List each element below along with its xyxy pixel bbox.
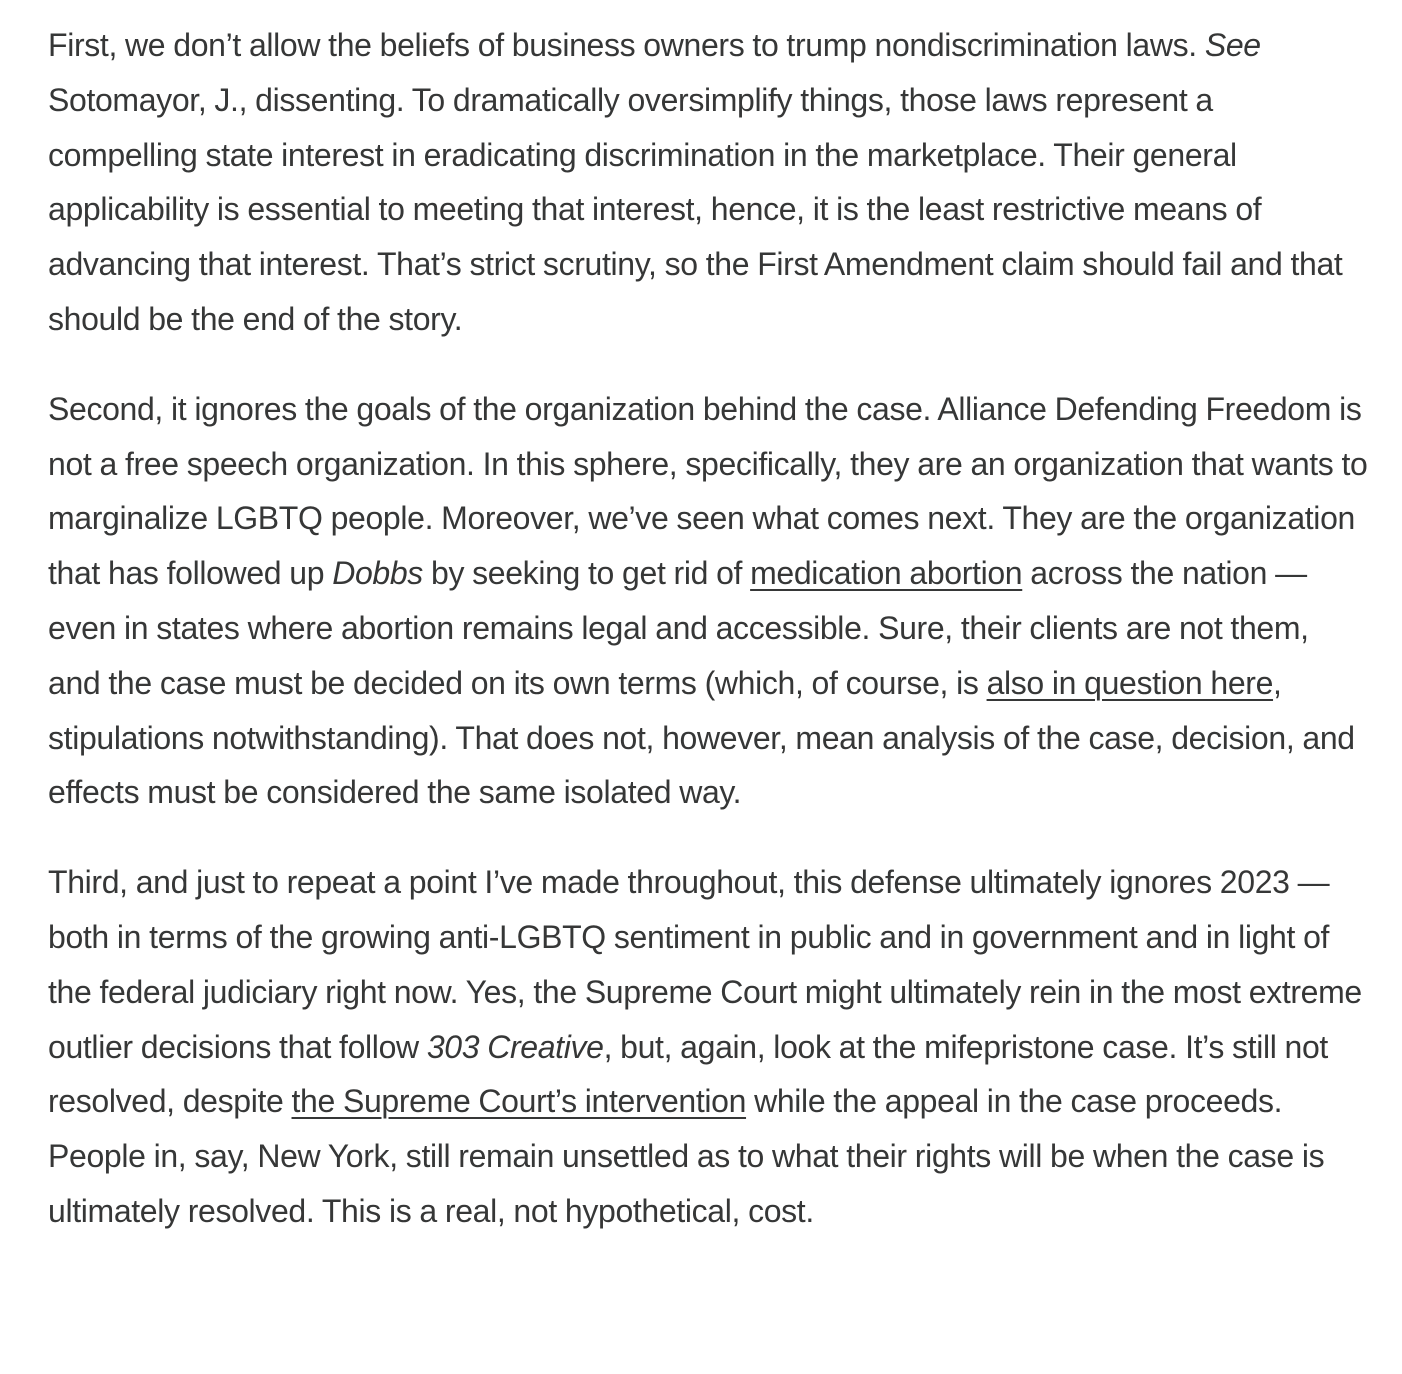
italic-see: See bbox=[1204, 27, 1261, 63]
link-supreme-court-intervention[interactable]: the Supreme Court’s intervention bbox=[291, 1083, 747, 1120]
paragraph-second-point bbox=[48, 382, 1368, 820]
text-run: by seeking to get rid of bbox=[422, 555, 751, 592]
link-also-in-question-here[interactable]: also in question here bbox=[986, 664, 1274, 701]
text-run: First, we don’t allow the beliefs of business owners to trump nondiscrimination laws. bbox=[48, 27, 1205, 63]
text-run: Third, and just to repeat a point I’ve made throughout, this defense ultimately ignores 2023 — both in terms of the growing anti-LGBTQ sentiment in public and in government and in light of the federal judiciary right now. Yes, the Supreme Court might ultimately rein in the most extreme outlier decisions that follow bbox=[48, 864, 1362, 1065]
article-body bbox=[48, 18, 1368, 1274]
italic-dobbs: Dobbs bbox=[332, 555, 423, 592]
paragraph-third-point bbox=[48, 855, 1368, 1239]
text-run: , stipulations notwithstanding). That does not, however, mean analysis of the case, decision, and effects must be considered the same isolated way. bbox=[48, 664, 1355, 811]
link-medication-abortion[interactable]: medication abortion bbox=[750, 555, 1023, 592]
italic-303-creative: 303 Creative bbox=[426, 1028, 604, 1065]
text-run: across the nation — even in states where abortion remains legal and accessible. Sure, their clients are not them, and the case must be decided on its own terms (which, of course, is bbox=[48, 555, 1309, 701]
paragraph-first-point bbox=[48, 18, 1368, 347]
text-run: Second, it ignores the goals of the organization behind the case. Alliance Defending Freedom is not a free speech organization. In this sphere, specifically, they are an organization that wants to marginalize LGBTQ people. Moreover, we’ve seen what comes next. They are the organization that has followed up bbox=[48, 390, 1368, 592]
text-run: , but, again, look at the mifepristone case. It’s still not resolved, despite bbox=[48, 1028, 1328, 1120]
text-run: while the appeal in the case proceeds. People in, say, New York, still remain unsettled as to what their rights will be when the case is ultimately resolved. This is a real, not hypothetical, cost. bbox=[48, 1083, 1325, 1229]
text-run: Sotomayor, J., dissenting. To dramatically oversimplify things, those laws represent a compelling state interest in eradicating discrimination in the marketplace. Their general applicability is essential to meeting that interest, hence, it is the least restrictive means of advancing that interest. That’s strict scrutiny, so the First Amendment claim should fail and that should be the end of the story. bbox=[48, 81, 1343, 337]
